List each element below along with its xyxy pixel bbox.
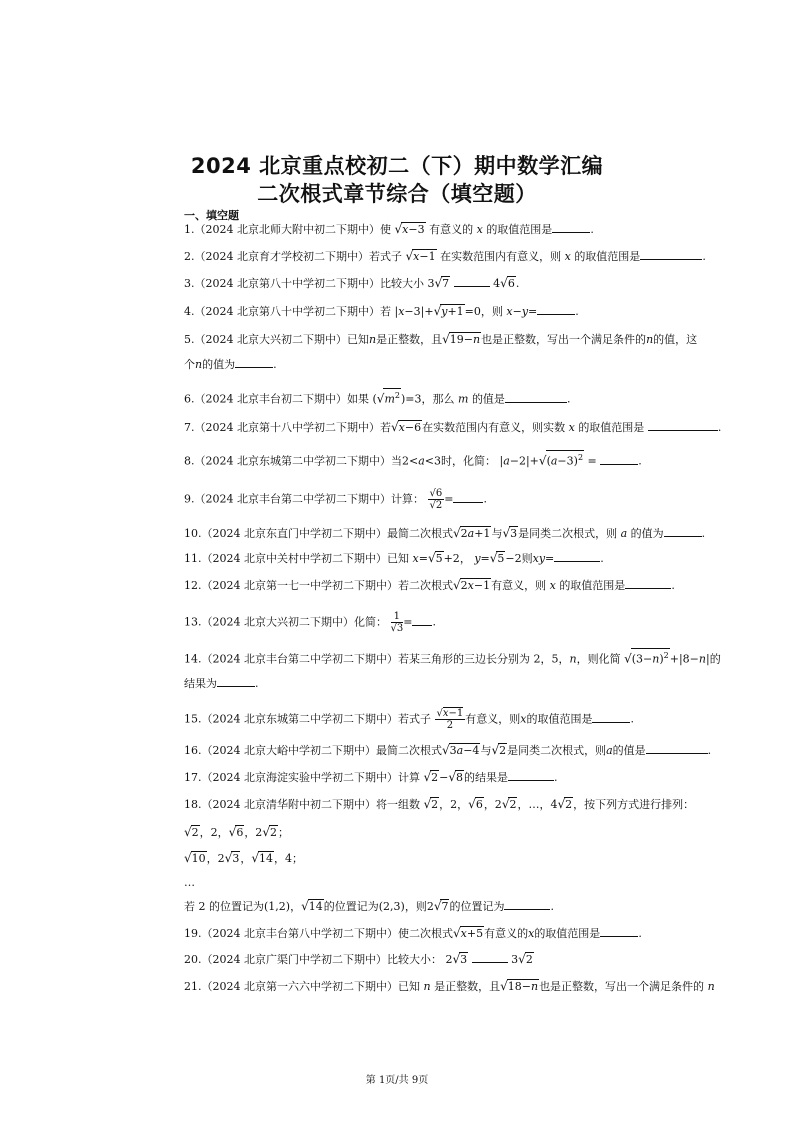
question-6: 6.（2024 北京丰台初二下期中）如果 $(√m^2)=3$，那么 m 的值是 .	[184, 388, 760, 407]
question-3: 3.（2024 北京第八十中学初二下期中）比较大小 3√7 4√6.	[184, 276, 520, 290]
answer-blank	[640, 249, 702, 260]
question-12: 12.（2024 北京第一七一中学初二下期中）若二次根式√2x−1有意义，则 x 的取值范围是 .	[184, 578, 675, 592]
answer-blank	[453, 492, 483, 503]
question-5: 5.（2024 北京大兴初二下期中）已知n是正整数，且√19−n也是正整数，写出一个满足条件的n的值，这	[184, 332, 698, 346]
answer-blank	[646, 743, 708, 754]
section-heading: 一、填空题	[184, 209, 239, 222]
answer-blank	[648, 420, 718, 431]
question-8: 8.（2024 北京东城第二中学初二下期中）当2<a<3时，化简： $|a-2|+√(a-3)^2$ = .	[184, 450, 760, 469]
question-19: 19.（2024 北京丰台第八中学初二下期中）使二次根式√x+5有意义的x的取值范围是 .	[184, 926, 642, 940]
answer-blank	[552, 222, 590, 233]
question-18: 18.（2024 北京清华附中初二下期中）将一组数 √2，2，√6，2√2，…，4√2，按下列方式进行排列：	[184, 797, 695, 811]
answer-blank	[664, 526, 702, 537]
arrangement-row-2: √10，2√3，√14，4；	[184, 851, 303, 865]
answer-blank	[600, 454, 638, 465]
answer-blank	[625, 578, 671, 589]
question-15: 15.（2024 北京东城第二中学初二下期中）若式子 $\frac{√x-1}{2}$ 有意义，则x的取值范围是 .	[184, 708, 634, 731]
answer-blank	[217, 676, 255, 687]
answer-blank	[508, 770, 554, 781]
arrangement-ellipsis: …	[184, 876, 195, 889]
answer-blank	[504, 899, 550, 910]
question-2: 2.（2024 北京育才学校初二下期中）若式子 √x−1 在实数范围内有意义，则 x 的取值范围是 .	[184, 249, 706, 263]
answer-blank	[454, 276, 490, 287]
arrangement-row-1: √2，2，√6，2√2；	[184, 825, 289, 839]
page-footer: 第 1页/共 9页	[365, 1075, 429, 1086]
answer-blank	[412, 615, 432, 626]
question-17: 17.（2024 北京海淀实验中学初二下期中）计算 √2−√8的结果是 .	[184, 770, 558, 784]
question-20: 20.（2024 北京广渠门中学初二下期中）比较大小： 2√3 3√2	[184, 952, 533, 966]
question-14: 14.（2024 北京丰台第二中学初二下期中）若某三角形的三边长分别为 2，5，n，则化简 $√(3-n)^2+|8-n|$的	[184, 648, 760, 667]
question-16: 16.（2024 北京大峪中学初二下期中）最简二次根式√3a−4与√2是同类二次根式，则a的值是 .	[184, 743, 712, 757]
question-11: 11.（2024 北京中关村中学初二下期中）已知 x=√5+2， y=√5−2则xy= .	[184, 551, 604, 565]
question-18-cont: 若 2 的位置记为(1,2)，√14的位置记为(2,3)，则2√7的位置记为 .	[184, 899, 554, 913]
answer-blank	[554, 551, 600, 562]
question-7: 7.（2024 北京第十八中学初二下期中）若√x−6在实数范围内有意义，则实数 x 的取值范围是 .	[184, 420, 722, 434]
question-21: 21.（2024 北京第一六六中学初二下期中）已知 n 是正整数，且√18−n也是正整数，写出一个满足条件的 n	[184, 979, 715, 993]
question-10: 10.（2024 北京东直门中学初二下期中）最简二次根式√2a+1与√3是同类二次根式，则 a 的值为 .	[184, 526, 706, 540]
question-5-cont: 个n的值为 .	[184, 358, 277, 371]
answer-blank	[600, 926, 638, 937]
question-4: 4.（2024 北京第八十中学初二下期中）若 |x−3|+√y+1=0，则 x−y= .	[184, 304, 579, 318]
question-13: 13.（2024 北京大兴初二下期中）化简： $\frac{1}{√3}$ = .	[184, 611, 436, 634]
answer-blank	[592, 712, 630, 723]
question-1: 1.（2024 北京北师大附中初二下期中）使 √x−3 有意义的 x 的取值范围是 .	[184, 222, 594, 236]
question-14-cont: 结果为 .	[184, 677, 259, 690]
answer-blank	[537, 304, 575, 315]
answer-blank	[505, 392, 567, 403]
document-title: 2024 北京重点校初二（下）期中数学汇编	[190, 154, 604, 178]
answer-blank	[235, 357, 273, 368]
question-9: 9.（2024 北京丰台第二中学初二下期中）计算： $\frac{√6}{√2}$ = .	[184, 488, 487, 511]
answer-blank	[472, 952, 508, 963]
document-subtitle: 二次根式章节综合（填空题）	[257, 182, 537, 206]
